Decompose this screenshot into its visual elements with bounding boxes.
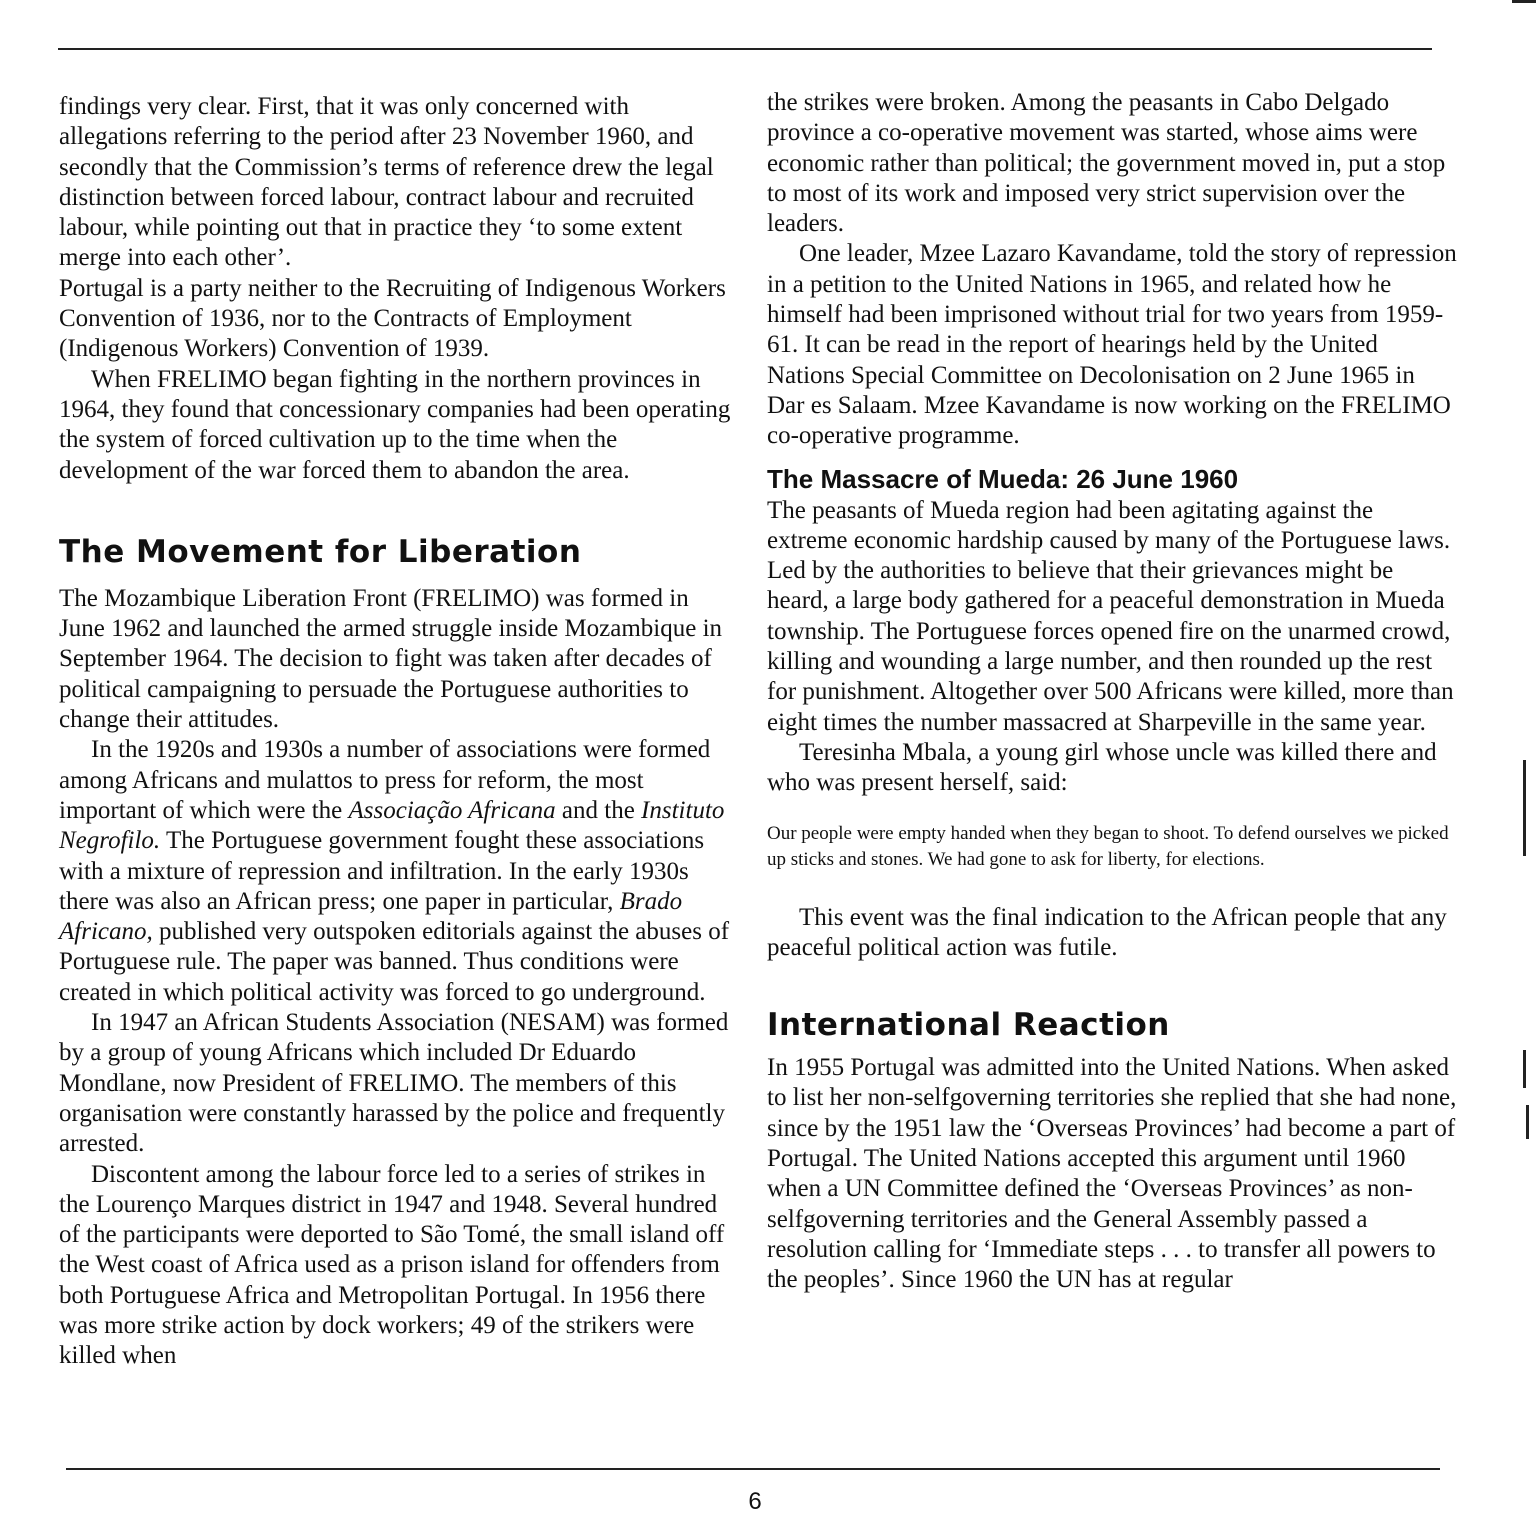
left-column — [59, 92, 735, 1372]
top-rule — [58, 48, 1432, 50]
paragraph: This event was the final indication to the African people that any peaceful political action was futile. — [767, 903, 1447, 961]
text-run: In the 1920s and 1930s a number of associations were formed among Africans and mulattos to press for reform, the most important of which were the — [59, 736, 711, 824]
paragraph: Teresinha Mbala, a young girl whose uncle was killed there and who was present herself, said: — [767, 738, 1437, 797]
paragraph: Portugal is a party neither to the Recruiting of Indigenous Workers Convention of 1936, nor to the Contracts of Employment (Indigenous Workers) Convention of 1939. — [59, 274, 726, 363]
paragraph: The peasants of Mueda region had been agitating against the extreme economic hardship caused by many of the Portuguese laws. Led by the authorities to believe that their grievances might be heard, a large body gathered for a peaceful demonstration in Mueda township. The Portuguese forces opened fire on the unarmed crowd, killing and wounding a large number, and then rounded up the rest for punishment. Altogether over 500 Africans were killed, more than eight times the number massacred at Sharpeville in the same year. — [767, 496, 1454, 736]
paragraph: The Mozambique Liberation Front (FRELIMO) was formed in June 1962 and launched the armed struggle inside Mozambique in September 1964. The decision to fight was taken after decades of political campaigning to persuade the Portuguese authorities to change their attitudes. — [59, 584, 723, 734]
paragraph: Discontent among the labour force led to a series of strikes in the Lourenço Marques district in 1947 and 1948. Several hundred of the participants were deported to São Tomé, the small island off the West coast of Africa used as a prison island for offenders from both Portuguese Africa and Metropolitan Portugal. In 1956 there was more strike action by dock workers; 49 of the strikers were killed when — [59, 1160, 725, 1370]
paragraph: In 1955 Portugal was admitted into the United Nations. When asked to list her non-selfgoverning territories she replied that she had none, since by the 1951 law the ‘Overseas Provinces’ had become a part of Portugal. The United Nations accepted this argument until 1960 when a UN Committee defined the ‘Overseas Provinces’ as non-selfgoverning territories and the General Assembly passed a resolution calling for ‘Immediate steps . . . to transfer all powers to the peoples’. Since 1960 the UN has at regular — [767, 1054, 1457, 1294]
italic-title: Brado Africano, — [59, 887, 683, 946]
paragraph — [59, 735, 735, 1008]
page-number: 6 — [748, 1488, 762, 1515]
text-run: and the — [555, 796, 642, 824]
block-quote: Our people were empty handed when they began to shoot. To defend ourselves we picked up sticks and stones. We had gone to ask for liberty, for elections. — [767, 822, 1449, 870]
paragraph: the strikes were broken. Among the peasants in Cabo Delgado province a co-operative movement was started, whose aims were economic rather than political; the government moved in, put a stop to most of its work and imposed very strict supervision over the leaders. — [767, 89, 1446, 238]
paragraph: In 1947 an African Students Association (NESAM) was formed by a group of young Africans which included Dr Eduardo Mondlane, now President of FRELIMO. The members of this organisation were constantly harassed by the police and frequently arrested. — [59, 1009, 729, 1158]
margin-mark — [1526, 1105, 1529, 1139]
section-heading: International Reaction — [767, 1007, 1170, 1044]
section-heading: The Movement for Liberation — [59, 533, 582, 570]
bottom-rule — [66, 1468, 1440, 1470]
paragraph: When FRELIMO began fighting in the northern provinces in 1964, they found that concessionary companies had been operating the system of forced cultivation up to the time when the development of the war forced them to abandon the area. — [59, 365, 731, 484]
italic-title: Instituto Negrofilo. — [59, 796, 725, 855]
italic-title: Associação Africana — [348, 796, 556, 824]
text-run: published very outspoken editorials against the abuses of Portuguese rule. The paper was banned. Thus conditions were created in which political activity was forced to go underground. — [59, 918, 730, 1006]
sub-heading: The Massacre of Mueda: 26 June 1960 — [767, 463, 1239, 494]
text-run: The Portuguese government fought these associations with a mixture of repression and infiltration. In the early 1930s there was also an African press; one paper in particular, — [59, 827, 705, 915]
paragraph: One leader, Mzee Lazaro Kavandame, told the story of repression in a petition to the United Nations in 1965, and related how he himself had been imprisoned without trial for two years from 1959-61. It can be read in the report of hearings held by the United Nations Special Committee on Decolonisation on 2 June 1965 in Dar es Salaam. Mzee Kavandame is now working on the FRELIMO co-operative programme. — [767, 240, 1457, 450]
paragraph: findings very clear. First, that it was only concerned with allegations referring to the period after 23 November 1960, and secondly that the Commission’s terms of reference drew the legal distinction between forced labour, contract labour and recruited labour, while pointing out that in practice they ‘to some extent merge into each other’. — [59, 93, 714, 272]
right-column — [767, 88, 1457, 1296]
margin-mark — [1523, 1050, 1526, 1088]
margin-mark — [1523, 760, 1526, 856]
corner-mark — [1512, 0, 1536, 3]
